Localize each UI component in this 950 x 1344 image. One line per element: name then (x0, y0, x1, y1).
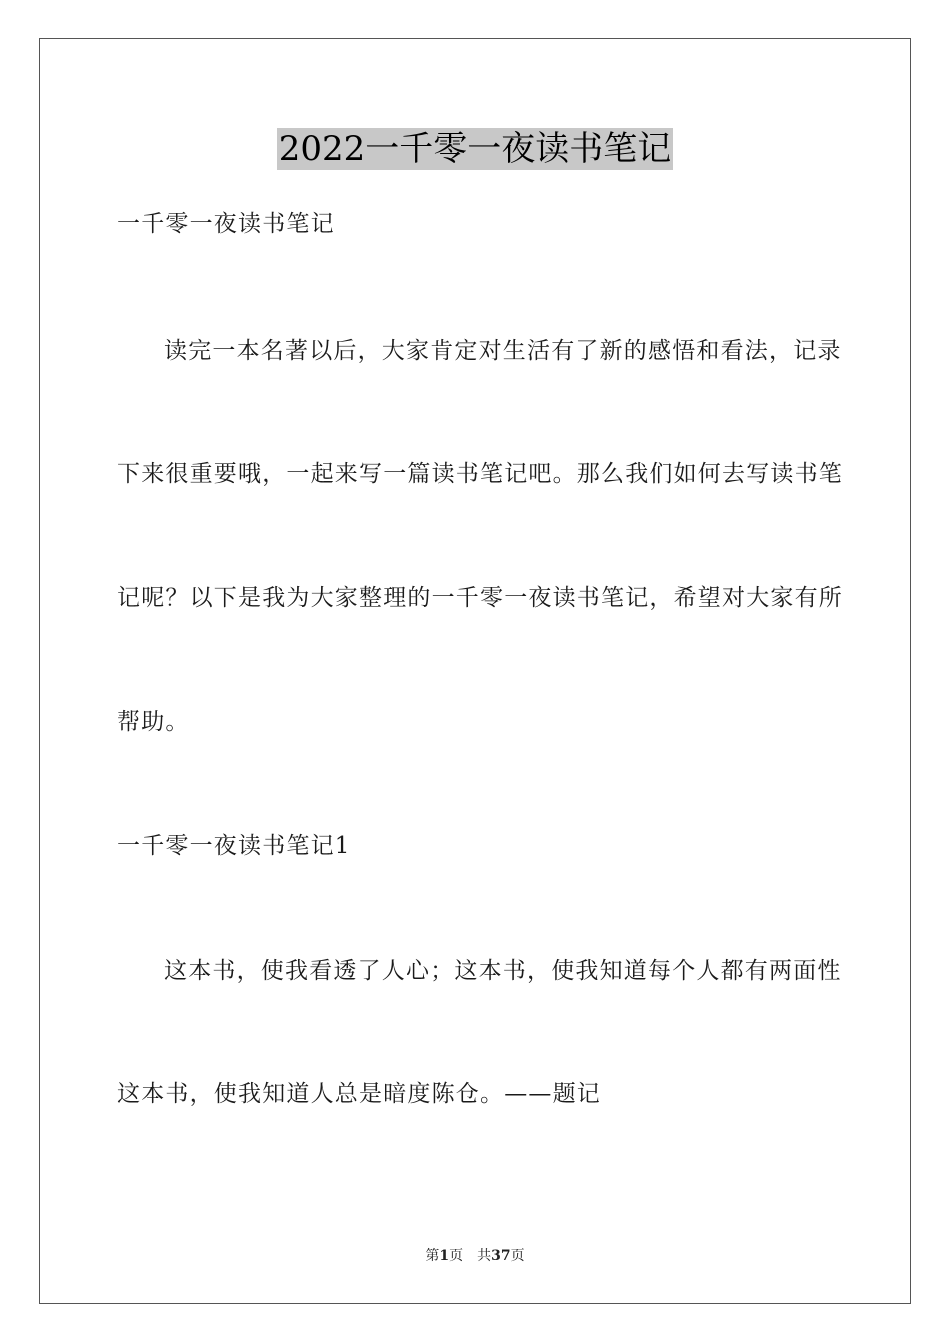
page-number: 1 (439, 1248, 450, 1264)
total-pages: 37 (491, 1248, 511, 1264)
title-container (0, 128, 950, 170)
intro-line-4: 帮助。 (117, 709, 190, 735)
total-prefix: 共 (477, 1248, 492, 1264)
page-suffix: 页 (449, 1248, 464, 1264)
intro-line-1: 读完一本名著以后，大家肯定对生活有了新的感悟和看法，记录 (164, 338, 842, 364)
section-line-1: 这本书，使我看透了人心；这本书，使我知道每个人都有两面性 (164, 958, 842, 984)
intro-line-3: 记呢？以下是我为大家整理的一千零一夜读书笔记，希望对大家有所 (117, 585, 843, 611)
section-heading: 一千零一夜读书笔记1 (117, 833, 351, 859)
document-title: 2022一千零一夜读书笔记 (278, 129, 672, 169)
page-footer (0, 1247, 950, 1265)
document-subtitle: 一千零一夜读书笔记 (117, 211, 335, 237)
section-line-2: 这本书，使我知道人总是暗度陈仓。——题记 (117, 1081, 601, 1107)
intro-line-2: 下来很重要哦，一起来写一篇读书笔记吧。那么我们如何去写读书笔 (117, 461, 843, 487)
page-prefix: 第 (425, 1248, 440, 1264)
total-suffix: 页 (510, 1248, 525, 1264)
